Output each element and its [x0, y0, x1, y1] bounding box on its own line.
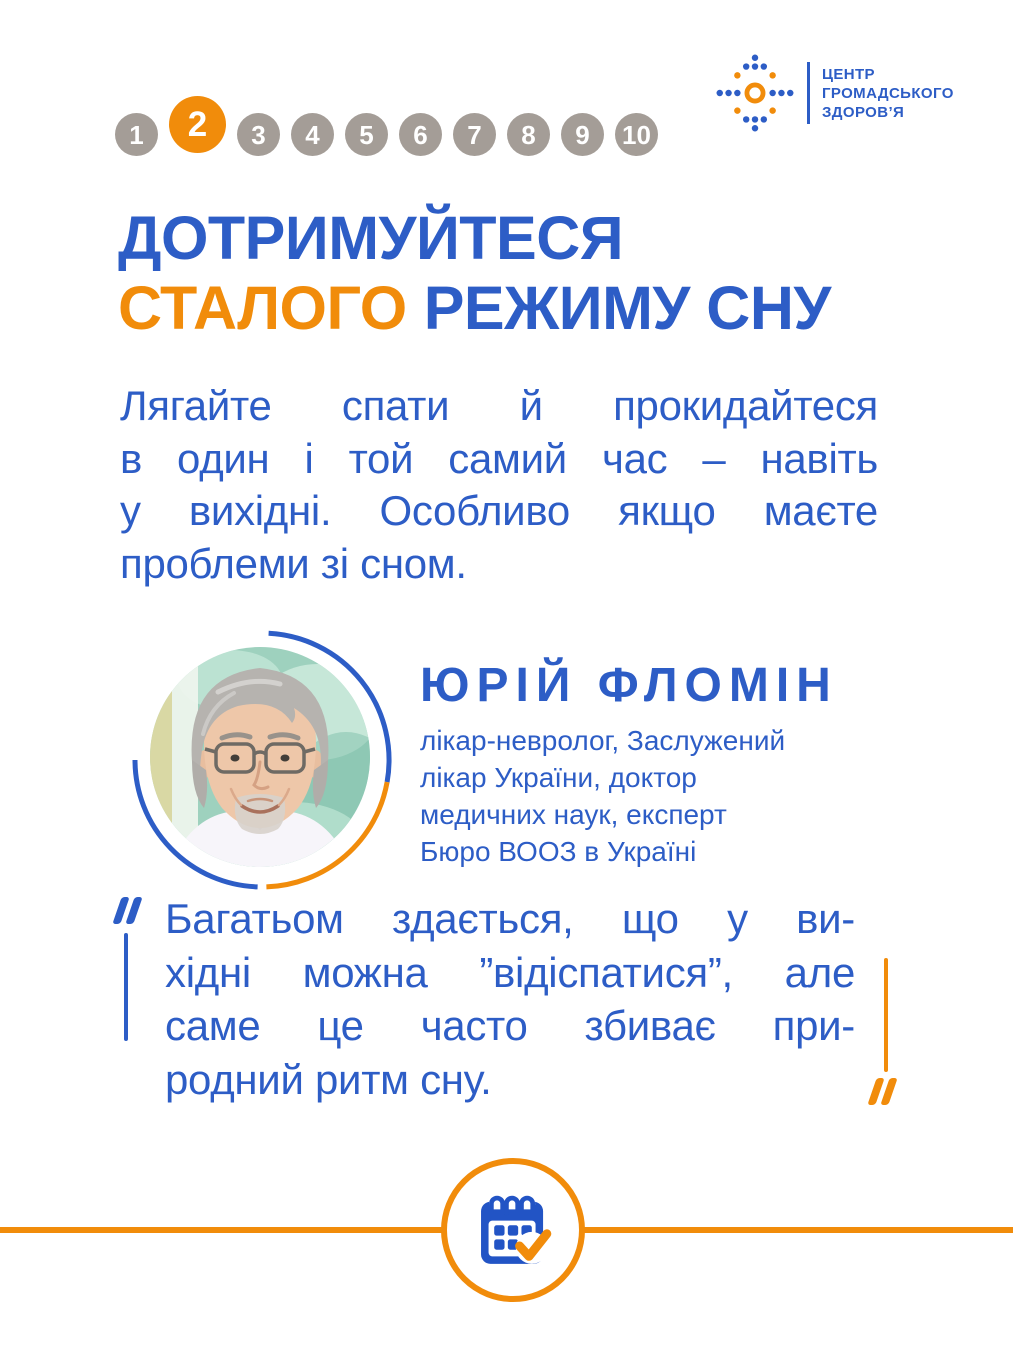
quote-line: саме це часто збиває при-: [165, 1002, 855, 1049]
quote-right-rule: [884, 958, 888, 1072]
expert-bio-line: лікар України, доктор: [420, 762, 697, 793]
step-6: 6: [399, 113, 442, 156]
quote-line: Багатьом здається, що у ви-: [165, 895, 855, 942]
footer-icon-badge: [441, 1158, 585, 1302]
step-5: 5: [345, 113, 388, 156]
expert-quote: [165, 892, 855, 1106]
quote-line: хідні можна ”відіспатися”, але: [165, 948, 855, 996]
step-1: 1: [115, 113, 158, 156]
step-7: 7: [453, 113, 496, 156]
calendar-check-icon: [466, 1183, 560, 1277]
step-3: 3: [237, 113, 280, 156]
phc-logo-dots-icon: [712, 50, 798, 136]
phc-logo: [712, 50, 954, 136]
expert-bio-line: Бюро ВООЗ в Україні: [420, 836, 697, 867]
quote-close-icon: [872, 1078, 893, 1105]
logo-line: ЦЕНТР: [822, 65, 875, 83]
expert-bio-line: медичних наук, експерт: [420, 799, 727, 830]
intro-paragraph: [120, 380, 878, 590]
step-9: 9: [561, 113, 604, 156]
logo-line: ГРОМАДСЬКОГО: [822, 84, 954, 102]
quote-open-icon: [117, 897, 138, 924]
step-indicator: [115, 96, 658, 158]
quote-left-rule: [124, 933, 128, 1041]
page-title: [118, 203, 831, 343]
quote-line: родний ритм сну.: [165, 1055, 492, 1103]
logo-divider: [807, 62, 810, 124]
page-title-highlight: СТАЛОГО: [118, 274, 407, 342]
intro-line: у вихідні. Особливо якщо маєте: [120, 487, 878, 534]
intro-line: в один і той самий час – навіть: [120, 434, 878, 482]
intro-line: проблеми зі сном.: [120, 539, 467, 587]
step-2-active: 2: [169, 96, 226, 153]
expert-name: ЮРІЙ ФЛОМІН: [420, 659, 838, 712]
intro-line: Лягайте спати й прокидайтеся: [120, 382, 878, 429]
logo-wordmark: [822, 65, 954, 122]
logo-line: ЗДОРОВ’Я: [822, 103, 905, 121]
step-10: 10: [615, 113, 658, 156]
step-8: 8: [507, 113, 550, 156]
step-4: 4: [291, 113, 334, 156]
expert-bio: [420, 722, 785, 870]
page-title-line2: [118, 273, 831, 343]
expert-photo: [128, 622, 398, 892]
page-title-line2-rest: РЕЖИМУ СНУ: [423, 274, 831, 342]
page-title-line1: ДОТРИМУЙТЕСЯ: [118, 204, 624, 272]
expert-bio-line: лікар-невролог, Заслужений: [420, 725, 786, 756]
